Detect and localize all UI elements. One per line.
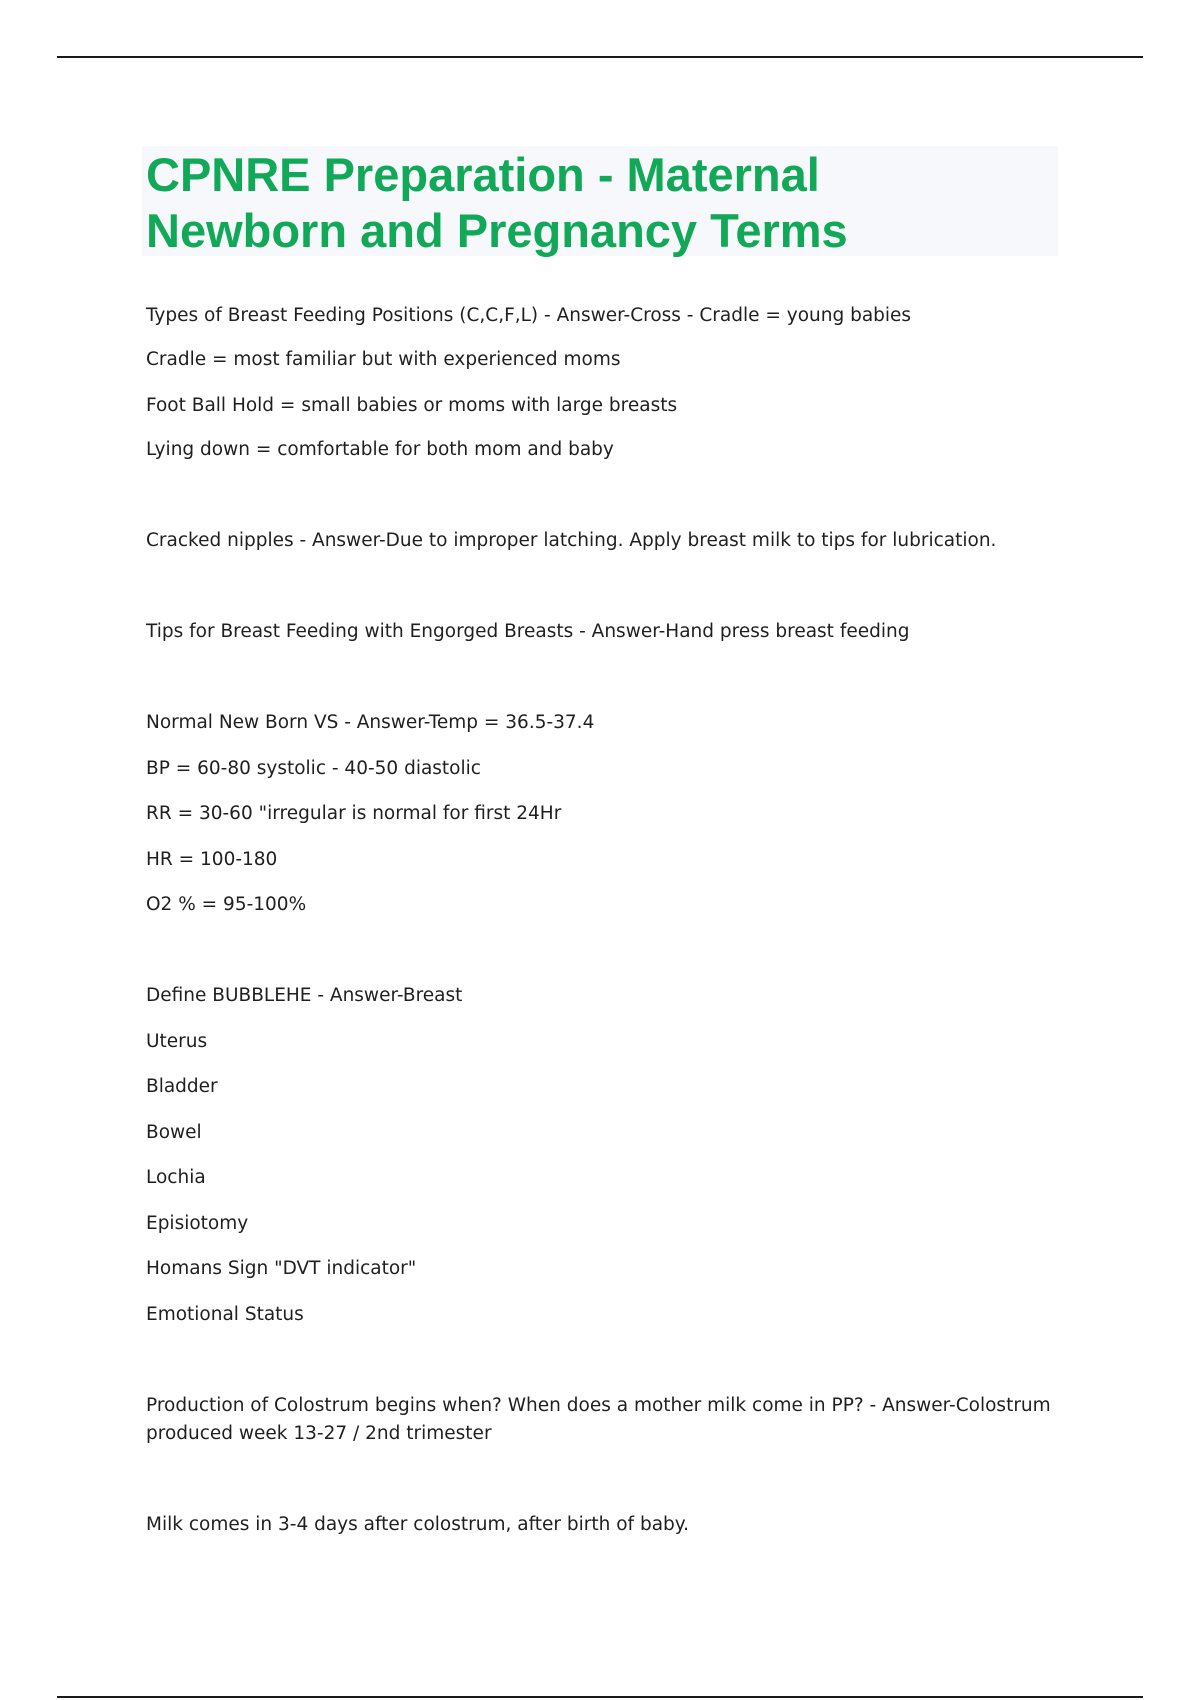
text-line: Emotional Status	[146, 1304, 304, 1325]
text-line: Episiotomy	[146, 1213, 249, 1234]
text-line: HR = 100-180	[146, 849, 278, 870]
text-line: Lying down = comfortable for both mom and baby	[146, 439, 614, 460]
text-line: Cradle = most familiar but with experienced moms	[146, 349, 621, 370]
text-line: BP = 60-80 systolic - 40-50 diastolic	[146, 758, 481, 779]
top-rule	[57, 56, 1143, 58]
text-line: Bowel	[146, 1122, 202, 1143]
title-line-2: Newborn and Pregnancy Terms	[146, 204, 848, 257]
bottom-rule	[57, 1696, 1143, 1698]
text-line: Normal New Born VS - Answer-Temp = 36.5-37.4	[146, 712, 595, 733]
text-line: O2 % = 95-100%	[146, 894, 307, 915]
text-line: Foot Ball Hold = small babies or moms with large breasts	[146, 395, 678, 416]
text-line: Tips for Breast Feeding with Engorged Breasts - Answer-Hand press breast feeding	[146, 621, 910, 642]
document-title	[146, 147, 1046, 259]
text-line: Production of Colostrum begins when? When does a mother milk come in PP? - Answer-Colostrum	[146, 1395, 1051, 1416]
text-line: Homans Sign "DVT indicator"	[146, 1258, 417, 1279]
text-line: Types of Breast Feeding Positions (C,C,F,L) - Answer-Cross - Cradle = young babies	[146, 305, 912, 326]
text-line: Cracked nipples - Answer-Due to improper latching. Apply breast milk to tips for lubrication.	[146, 530, 997, 551]
text-line: Bladder	[146, 1076, 218, 1097]
text-line: Uterus	[146, 1031, 208, 1052]
text-line: RR = 30-60 "irregular is normal for first 24Hr	[146, 803, 562, 824]
text-line: Lochia	[146, 1167, 206, 1188]
text-line: produced week 13-27 / 2nd trimester	[146, 1423, 492, 1444]
text-line: Milk comes in 3-4 days after colostrum, after birth of baby.	[146, 1514, 689, 1535]
text-line: Define BUBBLEHE - Answer-Breast	[146, 985, 463, 1006]
title-line-1: CPNRE Preparation - Maternal	[146, 148, 820, 201]
